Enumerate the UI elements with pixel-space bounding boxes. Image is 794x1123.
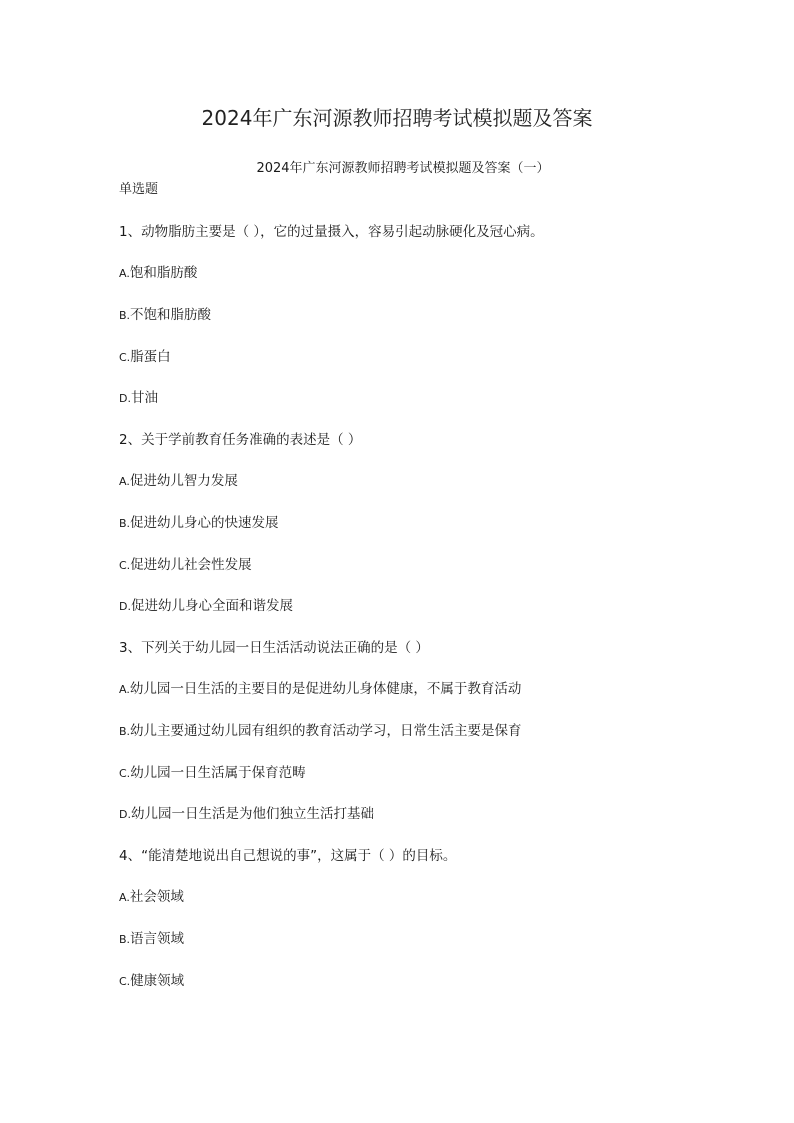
option-letter: C. [119, 767, 131, 780]
option-text: 促进幼儿身心的快速发展 [130, 515, 279, 531]
option-letter: B. [119, 725, 131, 738]
option-text: 促进幼儿社会性发展 [130, 557, 252, 573]
question-2-option-b [119, 513, 279, 534]
option-letter: C. [119, 975, 131, 988]
question-2-option-a [119, 471, 238, 492]
option-text: 幼儿园一日生活属于保育范畴 [130, 765, 306, 781]
option-text: 促进幼儿智力发展 [129, 473, 238, 489]
question-1-option-a [119, 263, 197, 284]
option-letter: A. [119, 891, 130, 904]
option-text: 幼儿主要通过幼儿园有组织的教育活动学习，日常生活主要是保育 [130, 723, 522, 739]
section-heading: 单选题 [119, 182, 159, 197]
question-3: 3、下列关于幼儿园一日生活活动说法正确的是（ ） [119, 640, 429, 656]
question-1-option-b [119, 305, 211, 326]
option-text: 促进幼儿身心全面和谐发展 [130, 598, 293, 614]
question-4-option-a [119, 887, 184, 908]
question-3-option-c [119, 763, 306, 784]
option-letter: B. [119, 309, 131, 322]
question-1-option-c [119, 347, 171, 368]
option-text: 脂蛋白 [130, 349, 171, 365]
option-letter: A. [119, 267, 130, 280]
option-letter: B. [119, 517, 131, 530]
question-3-option-d [119, 804, 374, 825]
question-4-option-c [119, 971, 184, 992]
option-letter: A. [119, 475, 130, 488]
question-2: 2、关于学前教育任务准确的表述是（ ） [119, 432, 362, 448]
option-letter: C. [119, 351, 131, 364]
option-text: 语言领域 [130, 931, 185, 947]
question-4-option-b [119, 929, 184, 950]
option-letter: D. [119, 808, 131, 821]
option-letter: B. [119, 933, 131, 946]
option-letter: A. [119, 683, 130, 696]
question-2-option-d [119, 596, 293, 617]
option-text: 不饱和脂肪酸 [130, 307, 212, 323]
option-letter: D. [119, 392, 131, 405]
question-1-option-d [119, 388, 158, 409]
question-3-option-a [119, 679, 521, 700]
option-letter: D. [119, 600, 131, 613]
option-text: 社会领域 [129, 889, 184, 905]
option-text: 幼儿园一日生活的主要目的是促进幼儿身体健康，不属于教育活动 [129, 681, 522, 697]
option-text: 饱和脂肪酸 [129, 265, 198, 281]
option-letter: C. [119, 559, 131, 572]
document-subtitle: 2024年广东河源教师招聘考试模拟题及答案（一） [256, 161, 550, 176]
question-1: 1、动物脂肪主要是（ ），它的过量摄入，容易引起动脉硬化及冠心病。 [119, 224, 544, 240]
option-text: 甘油 [130, 390, 158, 406]
option-text: 幼儿园一日生活是为他们独立生活打基础 [130, 806, 374, 822]
question-4: 4、“能清楚地说出自己想说的事”，这属于（ ）的目标。 [119, 848, 457, 864]
option-text: 健康领域 [130, 973, 185, 989]
document-title: 2024年广东河源教师招聘考试模拟题及答案 [201, 106, 593, 130]
question-3-option-b [119, 721, 522, 742]
question-2-option-c [119, 555, 252, 576]
